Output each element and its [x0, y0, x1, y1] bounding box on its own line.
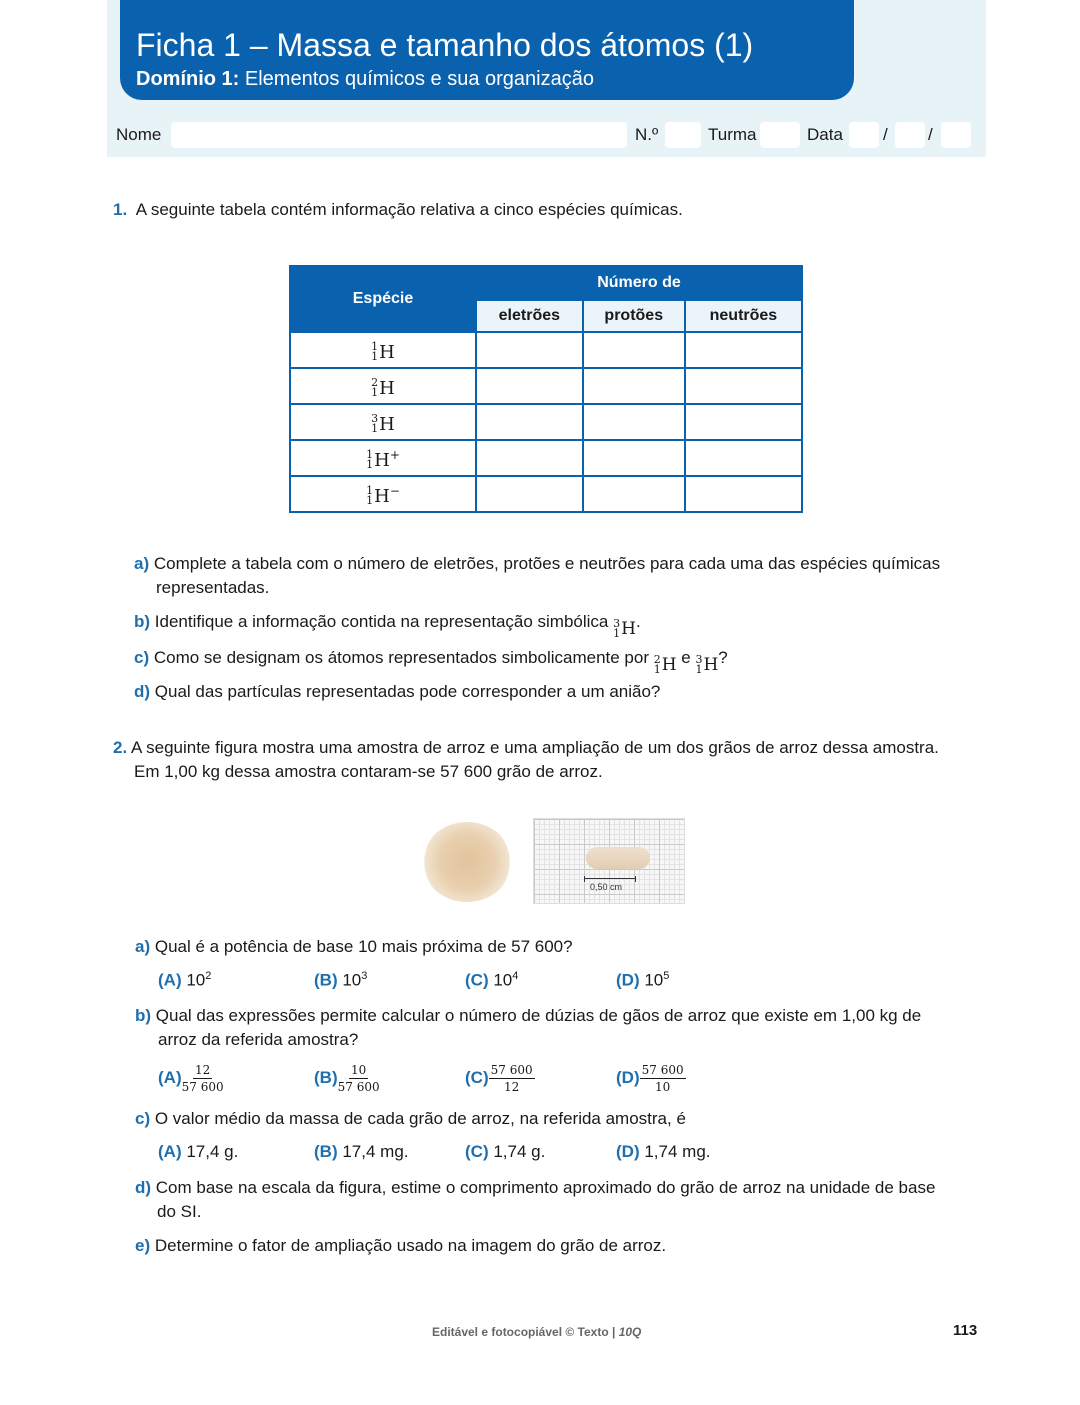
neutrons-cell[interactable] — [685, 476, 802, 512]
question-2c: c) O valor médio da massa de cada grão de arroz, na referida amostra, é — [135, 1109, 686, 1128]
neutrons-cell[interactable] — [685, 332, 802, 368]
protons-cell[interactable] — [583, 368, 685, 404]
page-number: 113 — [953, 1322, 978, 1339]
name-input[interactable] — [171, 122, 627, 148]
question-2b-options — [158, 1062, 758, 1098]
protons-cell[interactable] — [583, 440, 685, 476]
electrons-cell[interactable] — [476, 332, 583, 368]
col-group-number: Número de — [476, 266, 802, 300]
page-subtitle: Domínio 1: Elementos químicos e sua organização — [136, 68, 594, 90]
question-1c: c) Como se designam os átomos representados simbolicamente por 2 1 H e 3 1 H ? — [134, 648, 728, 676]
neutrons-cell[interactable] — [685, 368, 802, 404]
question-1: 1. A seguinte tabela contém informação relativa a cinco espécies químicas. — [113, 200, 683, 219]
col-protons: protões — [583, 300, 685, 332]
question-1d: d) Qual das partículas representadas pode corresponder a um anião? — [134, 682, 661, 701]
option-b[interactable]: (B) $\frac{10}{57 600}$ — [314, 1063, 380, 1094]
rice-grain — [586, 847, 650, 869]
col-species: Espécie — [290, 266, 476, 332]
question-1a: a) Complete a tabela com o número de eletrões, protões e neutrões para cada uma das espécies químicas representadas. — [134, 554, 941, 597]
date-year-input[interactable] — [941, 122, 971, 148]
class-label: Turma — [708, 125, 757, 144]
electrons-cell[interactable] — [476, 404, 583, 440]
option-b[interactable]: (B) 17,4 mg. — [314, 1142, 409, 1161]
footer-copyright: Editável e fotocopiável © Texto | 10Q — [432, 1325, 642, 1339]
rice-sample-image — [422, 822, 512, 902]
protons-cell[interactable] — [583, 404, 685, 440]
option-a[interactable]: (A) $\frac{12}{57 600}$ — [158, 1063, 224, 1094]
option-c[interactable]: (C) 1,74 g. — [465, 1142, 546, 1161]
option-c[interactable]: (C) $10^4$ — [465, 970, 519, 990]
question-2e: e) Determine o fator de ampliação usado na imagem do grão de arroz. — [135, 1236, 667, 1255]
option-a[interactable]: (A) 17,4 g. — [158, 1142, 239, 1161]
number-label: N.º — [635, 125, 659, 144]
table-row — [290, 332, 802, 368]
class-input[interactable] — [760, 122, 800, 148]
option-a[interactable]: (A) $10^2$ — [158, 970, 212, 990]
protons-cell[interactable] — [583, 476, 685, 512]
page-title: Ficha 1 – Massa e tamanho dos átomos (1) — [136, 27, 754, 63]
col-electrons: eletrões — [476, 300, 583, 332]
option-d[interactable]: (D) $\frac{57 600}{10}$ — [616, 1063, 684, 1094]
species-cell: 2 1 H — [290, 368, 476, 404]
question-2b: b) Qual das expressões permite calcular o número de dúzias de gãos de arroz que existe em 1,00 kg de arroz da referida amostra? — [135, 1006, 922, 1049]
scale-label: 0,50 cm — [590, 882, 623, 892]
name-label: Nome — [116, 125, 162, 144]
electrons-cell[interactable] — [476, 476, 583, 512]
date-label: Data — [807, 125, 843, 144]
question-1b: b) Identifique a informação contida na representação simbólica 3 1 H . — [134, 612, 641, 640]
question-2: 2. A seguinte figura mostra uma amostra de arroz e uma ampliação de um dos grãos de arroz dessa amostra. Em 1,00 kg dessa amostra contaram-se 57 600 grão de arroz. — [113, 738, 939, 781]
question-2a: a) Qual é a potência de base 10 mais próxima de 57 600? — [135, 937, 573, 956]
table-row — [290, 368, 802, 404]
question-2c-options — [158, 1142, 758, 1166]
species-cell: 1 1 H − — [290, 476, 476, 512]
question-2a-options — [158, 970, 758, 994]
option-d[interactable]: (D) $10^5$ — [616, 970, 670, 990]
option-b[interactable]: (B) $10^3$ — [314, 970, 368, 990]
table-row — [290, 404, 802, 440]
table-row — [290, 476, 802, 512]
species-cell: 1 1 H — [290, 332, 476, 368]
question-2d: d) Com base na escala da figura, estime o comprimento aproximado do grão de arroz na unidade de base do SI. — [135, 1178, 936, 1221]
species-cell: 1 1 H + — [290, 440, 476, 476]
species-table — [289, 265, 803, 513]
col-neutrons: neutrões — [685, 300, 802, 332]
species-cell: 3 1 H — [290, 404, 476, 440]
electrons-cell[interactable] — [476, 368, 583, 404]
option-d[interactable]: (D) 1,74 mg. — [616, 1142, 711, 1161]
protons-cell[interactable] — [583, 332, 685, 368]
table-row — [290, 440, 802, 476]
rice-grain-magnified-image — [533, 818, 685, 904]
neutrons-cell[interactable] — [685, 404, 802, 440]
title-banner — [120, 0, 854, 100]
number-input[interactable] — [665, 122, 701, 148]
date-month-input[interactable] — [895, 122, 925, 148]
date-day-input[interactable] — [849, 122, 879, 148]
option-c[interactable]: (C) $\frac{57 600}{12}$ — [465, 1063, 533, 1094]
electrons-cell[interactable] — [476, 440, 583, 476]
neutrons-cell[interactable] — [685, 440, 802, 476]
